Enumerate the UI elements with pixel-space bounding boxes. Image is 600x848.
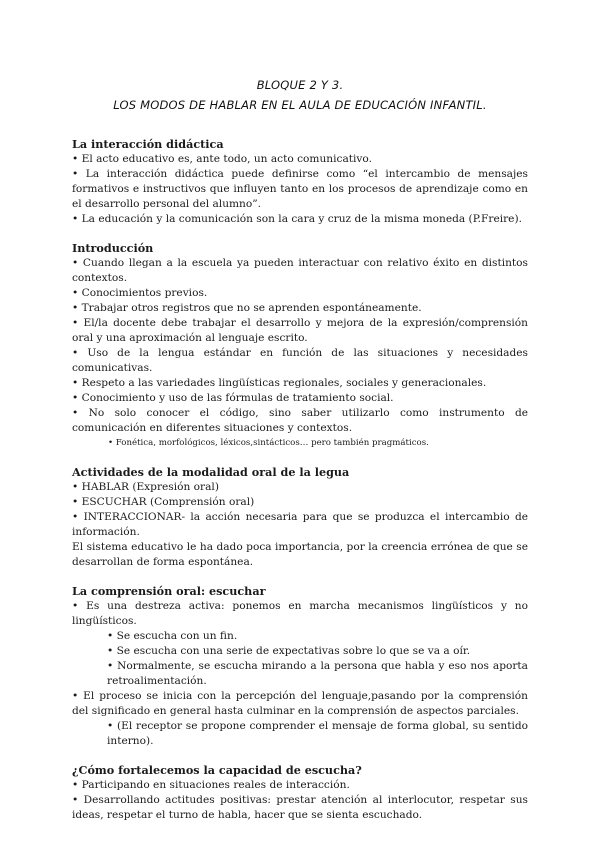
section-capacidad-escucha (72, 763, 528, 823)
section-heading: ¿Cómo fortalecemos la capacidad de escucha? (72, 763, 362, 777)
paragraph: El sistema educativo le ha dado poca importancia, por la creencia errónea de que se desarrollan de forma espontánea. (72, 541, 528, 568)
list-item: • INTERACCIONAR- la acción necesaria para que se produzca el intercambio de información. (72, 511, 528, 538)
list-item: • Desarrollando actitudes positivas: prestar atención al interlocutor, respetar sus ideas, respetar el turno de habla, hacer que se sienta escuchado. (72, 794, 528, 821)
section-introduccion (72, 241, 528, 451)
title-block (72, 75, 528, 115)
list-item: • Cuando llegan a la escuela ya pueden interactuar con relativo éxito en distintos contextos. (72, 257, 528, 284)
list-item: • Respeto a las variedades lingüísticas regionales, sociales y generacionales. (72, 377, 487, 389)
list-item: • El acto educativo es, ante todo, un acto comunicativo. (72, 153, 372, 165)
list-item: • Uso de la lengua estándar en función de las situaciones y necesidades comunicativas. (72, 347, 528, 374)
list-item: • Participando en situaciones reales de interacción. (72, 779, 350, 791)
section-heading: Actividades de la modalidad oral de la legua (72, 465, 350, 479)
document-page (72, 0, 528, 823)
list-item: • No solo conocer el código, sino saber utilizarlo como instrumento de comunicación en diferentes situaciones y contextos. (72, 407, 528, 434)
title-line-1: BLOQUE 2 Y 3. (256, 78, 344, 92)
sub-list-item: • Normalmente, se escucha mirando a la persona que habla y eso nos aporta retroalimentación. (107, 660, 528, 687)
list-item: • Conocimientos previos. (72, 287, 208, 299)
list-item: • El/la docente debe trabajar el desarrollo y mejora de la expresión/comprensión oral y una aproximación al lenguaje escrito. (72, 317, 528, 344)
sub-list-item: • Se escucha con un fin. (107, 630, 238, 642)
list-item: • Es una destreza activa: ponemos en marcha mecanismos lingüísticos y no lingüísticos. (72, 600, 528, 627)
list-item: • HABLAR (Expresión oral) (72, 481, 219, 493)
title-line-2: LOS MODOS DE HABLAR EN EL AULA DE EDUCACIÓN INFANTIL. (113, 98, 487, 112)
section-heading: La comprensión oral: escuchar (72, 584, 266, 598)
list-item: • Trabajar otros registros que no se aprenden espontáneamente. (72, 302, 422, 314)
section-heading: Introducción (72, 241, 154, 255)
section-heading: La interacción didáctica (72, 137, 224, 151)
list-item: • ESCUCHAR (Comprensión oral) (72, 496, 255, 508)
section-comprension-oral (72, 584, 528, 749)
sub-list-item: • Fonética, morfológicos, léxicos,sintácticos… pero también pragmáticos. (108, 438, 429, 448)
list-item: • La educación y la comunicación son la cara y cruz de la misma moneda (P.Freire). (72, 213, 522, 225)
section-interaccion-didactica (72, 137, 528, 227)
list-item: • La interacción didáctica puede definirse como “el intercambio de mensajes formativos e instructivos que influyen tanto en los procesos de aprendizaje como en el desarrollo personal del alumno”. (72, 168, 528, 210)
section-actividades-oral (72, 465, 528, 570)
sub-list-item: • Se escucha con una serie de expectativas sobre lo que se va a oír. (107, 645, 471, 657)
sub-list-item: • (El receptor se propone comprender el mensaje de forma global, su sentido interno). (107, 720, 528, 747)
list-item: • Conocimiento y uso de las fórmulas de tratamiento social. (72, 392, 394, 404)
list-item: • El proceso se inicia con la percepción del lenguaje,pasando por la comprensión del significado en general hasta culminar en la comprensión de aspectos parciales. (72, 690, 528, 717)
